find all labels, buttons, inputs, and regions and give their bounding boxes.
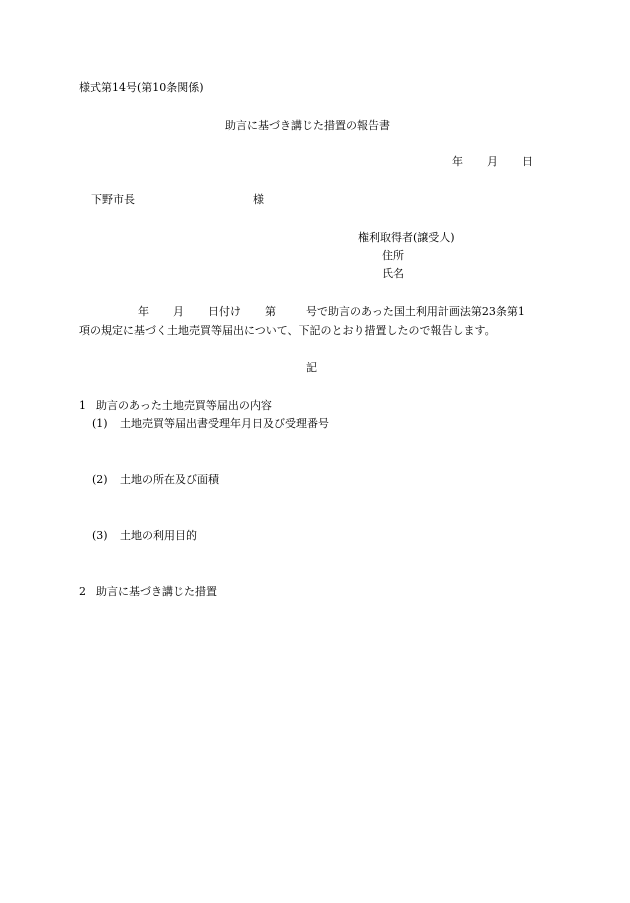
item-1-label: 土地売買等届出書受理年月日及び受理番号 [120,417,329,430]
date-month-label: 月 [487,155,498,168]
addressee-name: 下野市長 [91,193,135,206]
body-number-prefix: 第 [265,305,276,318]
date-day-label: 日 [522,155,533,168]
item-2-label: 土地の所在及び面積 [120,473,219,486]
item-3-number: (3) [92,529,108,542]
applicant-name-label: 氏名 [382,267,404,280]
section-1-item-1 [92,418,329,429]
section-1-item-2 [92,474,219,485]
section-1-item-3 [92,530,197,541]
item-1-number: (1) [92,417,108,430]
document-title: 助言に基づき講じた措置の報告書 [225,119,390,132]
body-text-line-2: 項の規定に基づく土地売買等届出について、下記のとおり措置したので報告します。 [79,324,496,337]
section-2-title: 助言に基づき講じた措置 [96,585,217,598]
form-number: 様式第14号(第10条関係) [79,81,204,94]
body-year-label: 年 [138,305,149,318]
section-2-heading [79,586,217,597]
body-line1-rest: 号で助言のあった国土利用計画法第23条第1 [306,305,525,318]
item-2-number: (2) [92,473,108,486]
addressee-honorific: 様 [253,193,264,206]
section-1-number: 1 [79,399,86,412]
applicant-address-label: 住所 [382,249,404,262]
body-month-label: 月 [173,305,184,318]
body-text-line-1 [138,306,525,317]
section-1-title: 助言のあった土地売買等届出の内容 [96,399,272,412]
body-dated-label: 日付け [208,305,241,318]
applicant-title: 権利取得者(譲受人) [358,231,455,244]
date-year-label: 年 [452,155,463,168]
item-3-label: 土地の利用目的 [120,529,197,542]
section-1-heading [79,400,272,411]
date-line [452,156,533,167]
record-label: 記 [306,361,317,374]
section-2-number: 2 [79,585,86,598]
